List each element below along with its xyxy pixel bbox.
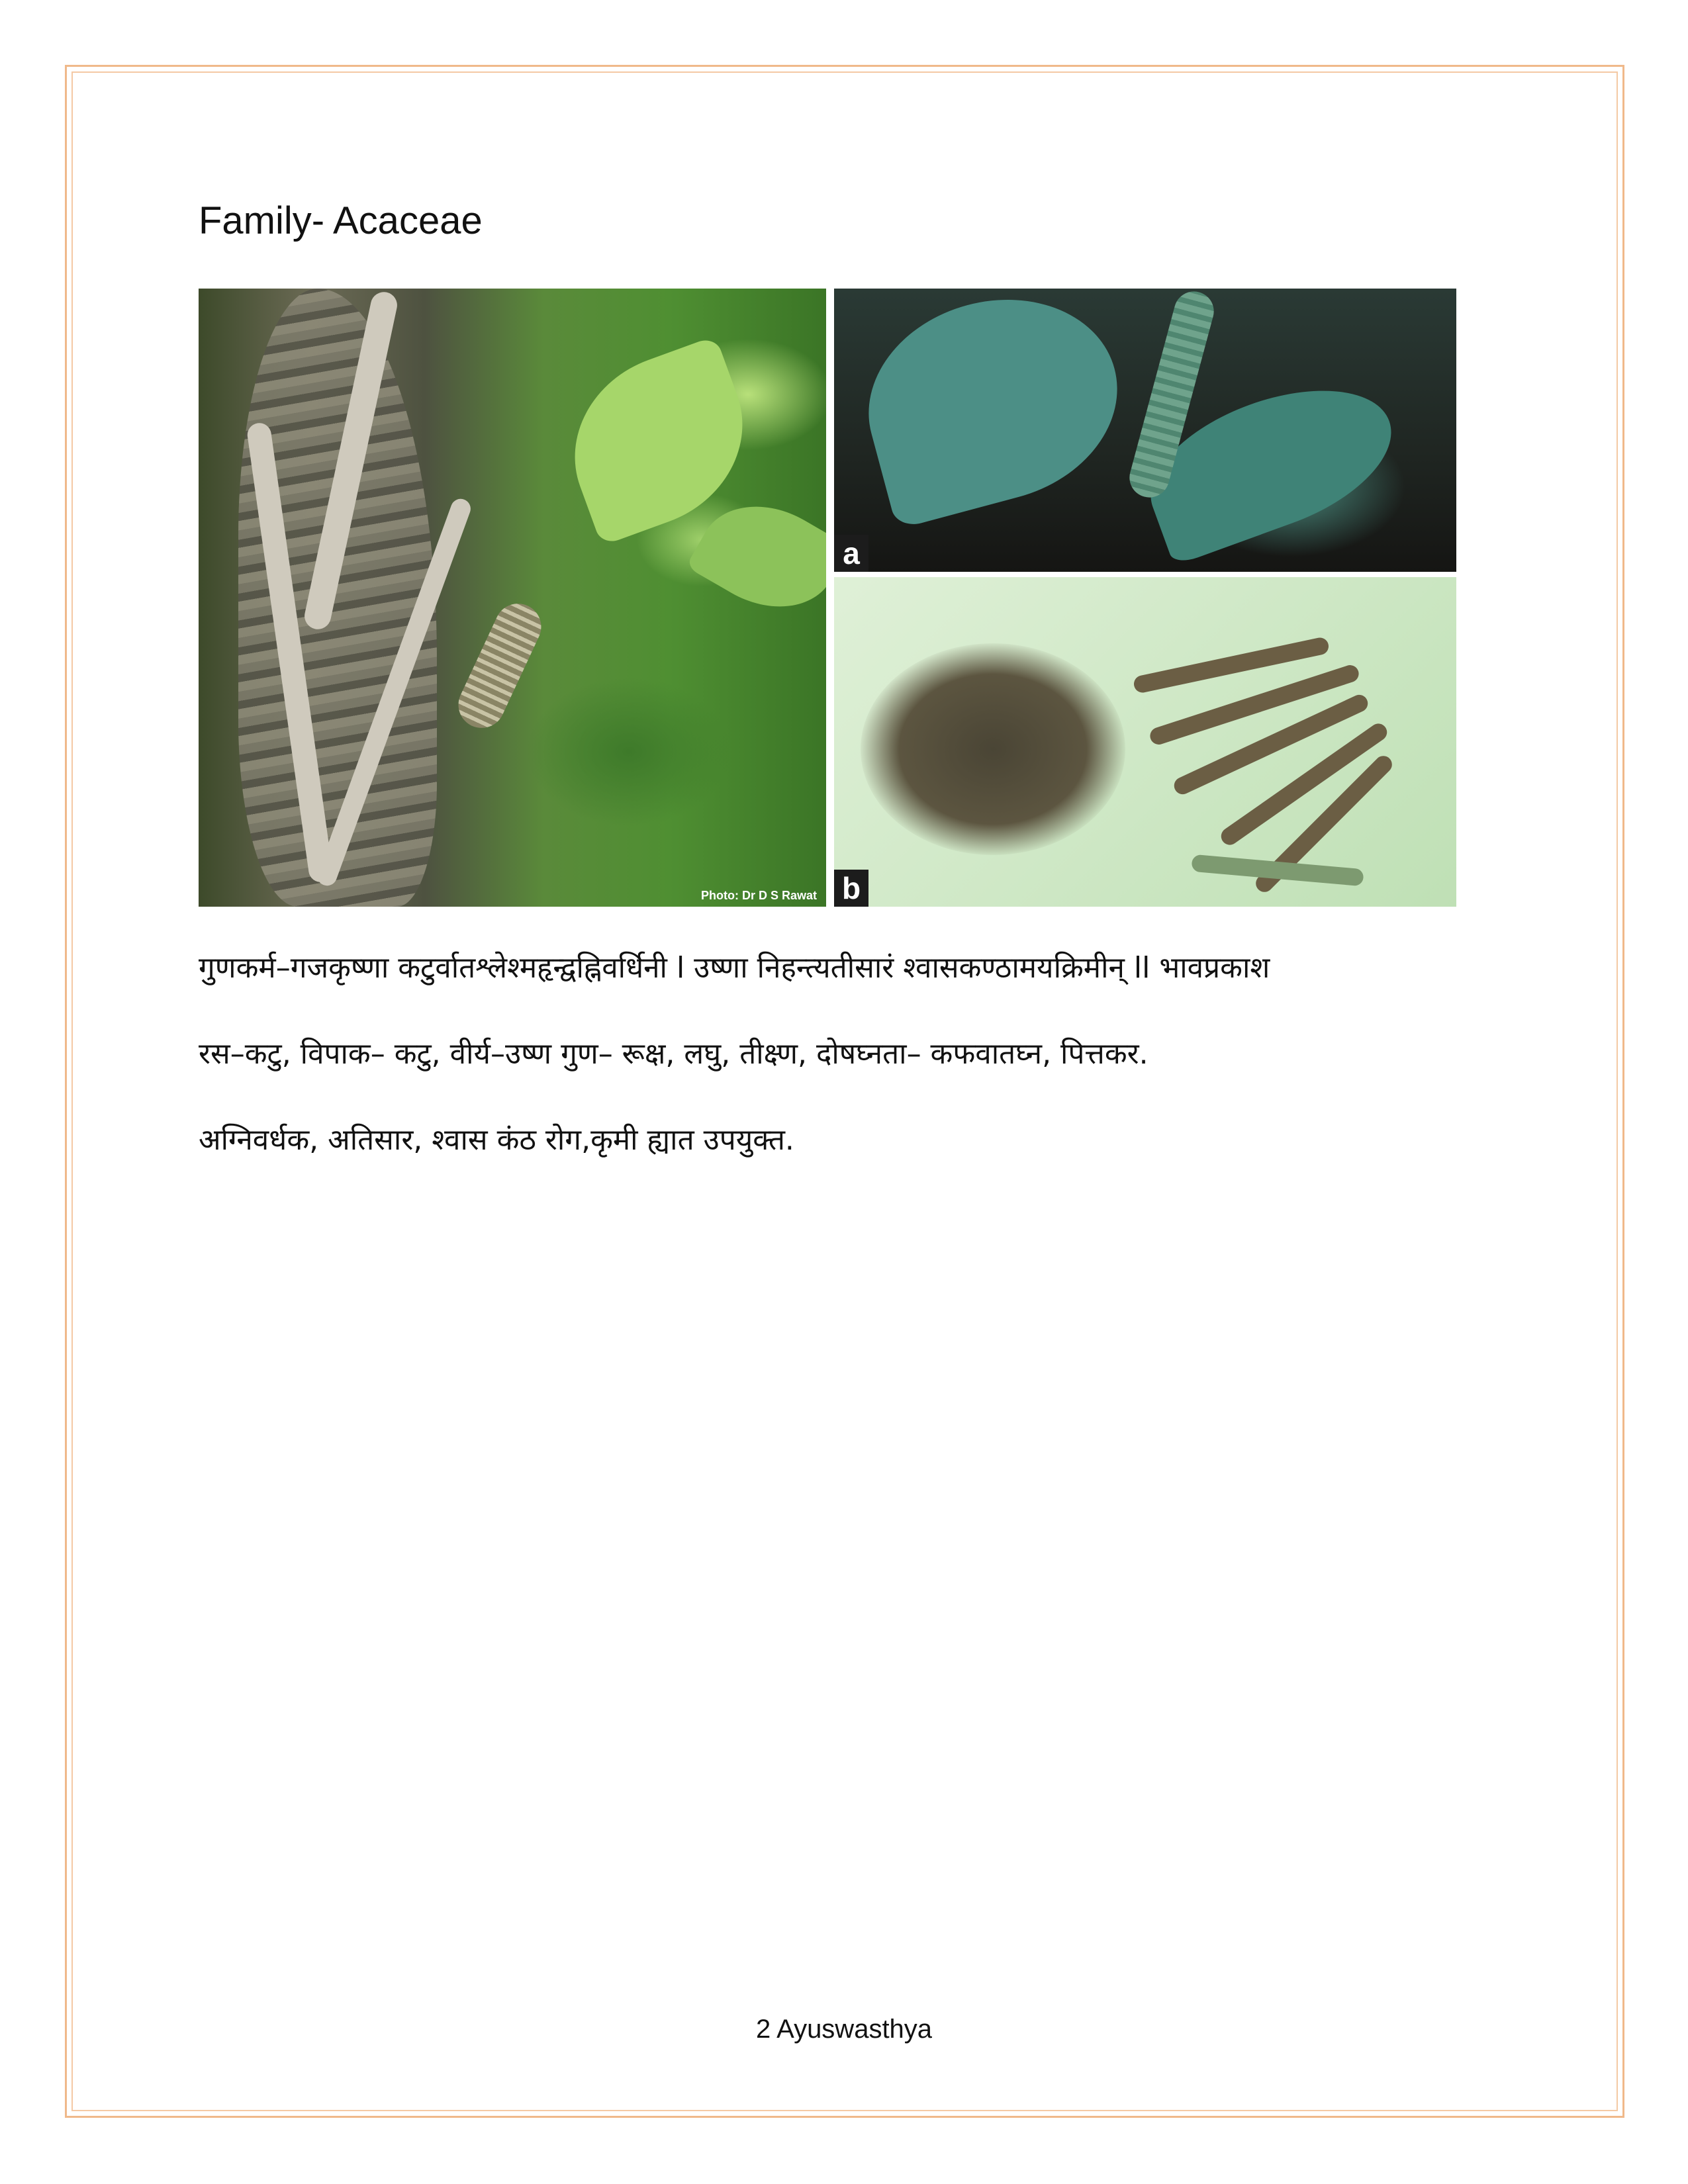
body-line-gunakarma: गुणकर्म–गजकृष्णा कटुर्वातश्लेश्महृन्द्वह्निवर्धिनी l उष्णा निहन्त्यतीसारं श्वासकण्ठामयक्रिमीन् ll भावप्रकाश (199, 951, 1270, 985)
plant-photo-panel-b (834, 577, 1456, 907)
dried-fruit-heap (861, 643, 1125, 855)
panel-label: b (834, 870, 868, 907)
leaf (686, 480, 826, 633)
body-line-uses: अग्निवर्धक, अतिसार, श्वास कंठ रोग,कृमी ह्यात उपयुक्त. (199, 1123, 794, 1157)
page-title: Family- Acaceae (199, 199, 483, 242)
leaf (846, 289, 1141, 529)
fruit-spike (451, 596, 549, 736)
tree-trunk (238, 289, 437, 907)
plant-photo-vine (199, 289, 826, 907)
page-footer: 2 Ayuswasthya (755, 2015, 933, 2044)
plant-photo-panel-a (834, 289, 1456, 572)
photo-credit: Photo: Dr D S Rawat (700, 889, 817, 902)
body-line-rasa: रस–कटु, विपाक– कटु, वीर्य–उष्ण गुण– रूक्ष, लघु, तीक्ष्ण, दोषघ्नता– कफवातघ्न, पित्तकर. (199, 1037, 1149, 1071)
panel-label: a (834, 535, 868, 572)
